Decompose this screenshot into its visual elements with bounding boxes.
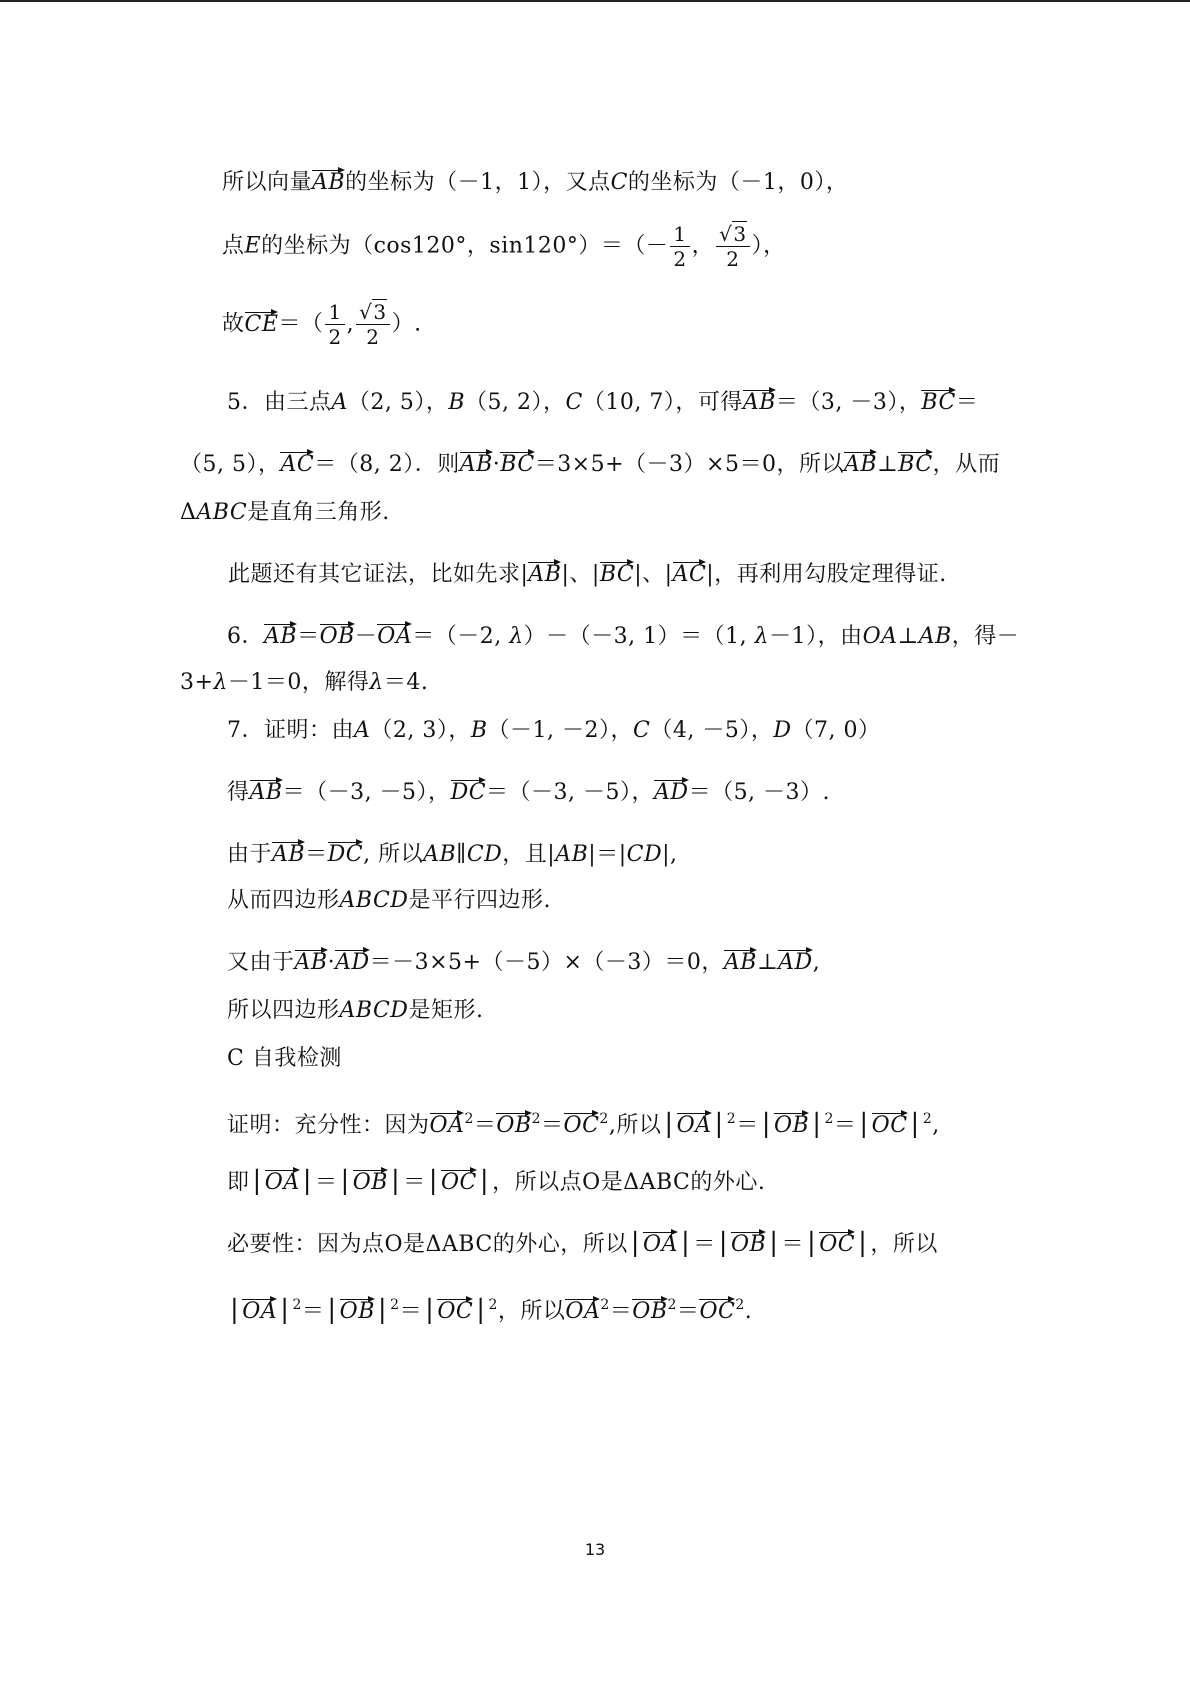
- fraction-numerator: [670, 222, 689, 247]
- text-run: ＝（: [278, 311, 324, 337]
- paragraph-line: [228, 558, 947, 590]
- text-run: ），: [751, 233, 786, 259]
- vector-symbol: DC: [451, 776, 486, 804]
- math-variable: E: [244, 233, 262, 259]
- paragraph-line: [227, 1166, 765, 1198]
- radical-sign: √: [359, 300, 373, 324]
- text-run: 又由于: [227, 950, 295, 975]
- absolute-value-bar: |: [340, 1166, 350, 1196]
- vector-symbol: OC: [819, 1228, 855, 1256]
- vector-symbol: AB: [312, 166, 345, 194]
- absolute-value-bar: |: [910, 1109, 920, 1139]
- text-run: 1: [328, 300, 342, 324]
- text-run: 的坐标为（cos120°，sin120°）＝（－: [261, 233, 669, 259]
- text-run: ＝3×5+（－3）×5＝0，所以: [534, 452, 844, 477]
- text-run: ＝（3, －3），: [775, 390, 922, 415]
- fraction-denominator: [670, 247, 689, 271]
- vector-symbol: OA: [265, 1166, 300, 1194]
- math-variable: AB: [555, 842, 589, 867]
- vector-symbol: OA: [242, 1295, 277, 1323]
- vector-symbol: BC: [600, 558, 634, 586]
- text-run: ＝: [403, 1170, 426, 1195]
- text-run: |,: [662, 842, 678, 867]
- vector-symbol: AD: [335, 946, 370, 974]
- absolute-value-bar: |: [302, 1166, 312, 1196]
- text-run: （10, 7），可得: [582, 390, 743, 415]
- vector-symbol: AB: [250, 776, 283, 804]
- superscript: 2: [488, 1297, 498, 1313]
- math-variable: ABC: [196, 500, 248, 525]
- text-run: 2: [328, 325, 342, 349]
- absolute-value-bar: |: [327, 1295, 337, 1325]
- vector-symbol: AC: [673, 558, 707, 586]
- text-run: 7．证明：由: [227, 718, 354, 743]
- vector-symbol: AB: [724, 946, 757, 974]
- text-run: ＝: [473, 1113, 497, 1138]
- absolute-value-bar: |: [252, 1166, 262, 1196]
- radicand: 3: [733, 222, 747, 246]
- text-run: ＝: [314, 1170, 338, 1195]
- text-run: ⊥: [897, 624, 919, 649]
- text-run: ，从而: [932, 452, 1001, 477]
- text-run: ,所以: [608, 1113, 662, 1138]
- text-run: （－1, －2），: [487, 718, 634, 743]
- vector-symbol: OC: [564, 1109, 600, 1137]
- radicand: 3: [373, 300, 387, 324]
- paragraph-line: [180, 448, 1000, 480]
- math-variable: OA: [862, 624, 898, 649]
- absolute-value-bar: |: [479, 1166, 490, 1196]
- vector-symbol: OB: [632, 1295, 667, 1323]
- absolute-value-bar: |: [428, 1166, 439, 1196]
- text-run: 故: [222, 311, 245, 337]
- math-variable: CD: [466, 842, 503, 867]
- paragraph-line: [227, 1290, 752, 1327]
- text-run: ＝: [399, 1299, 423, 1324]
- text-run: Δ: [180, 500, 197, 525]
- text-run: （2, 3），: [370, 718, 471, 743]
- text-run: 从而四边形: [227, 888, 340, 913]
- fraction: [716, 222, 749, 271]
- superscript: 2: [735, 1297, 745, 1313]
- absolute-value-bar: |: [718, 1228, 728, 1258]
- vector-symbol: OC: [872, 1109, 908, 1137]
- paragraph-line: [227, 838, 678, 870]
- math-variable: λ: [369, 670, 384, 695]
- text-run: ,: [346, 311, 355, 337]
- absolute-value-bar: |: [680, 1228, 691, 1258]
- text-run: 2: [673, 247, 687, 271]
- text-run: 6．: [227, 624, 264, 649]
- text-run: 是矩形.: [408, 998, 484, 1023]
- page-number: 13: [584, 1540, 606, 1559]
- text-run: 3+: [180, 670, 214, 695]
- math-variable: B: [470, 718, 488, 743]
- text-run: 所以四边形: [227, 998, 340, 1023]
- absolute-value-bar: |: [714, 1109, 724, 1139]
- square-root: [719, 222, 746, 246]
- superscript: 2: [390, 1297, 400, 1313]
- fraction-denominator: [363, 325, 382, 349]
- text-run: ＝: [955, 390, 979, 415]
- text-run: ，: [691, 233, 715, 259]
- text-run: ，所以点O是ΔABC的外心.: [492, 1170, 766, 1195]
- text-run: －: [354, 624, 378, 649]
- absolute-value-bar: |: [377, 1295, 388, 1325]
- text-run: ＝（－3, －5），: [282, 780, 451, 805]
- text-run: ＝（－3, －5），: [486, 780, 655, 805]
- vector-symbol: AD: [778, 946, 813, 974]
- paragraph-line: [227, 620, 1019, 652]
- math-variable: C: [633, 718, 651, 743]
- absolute-value-bar: |: [476, 1295, 486, 1325]
- vector-symbol: OA: [677, 1109, 712, 1137]
- text-run: －1＝0，解得: [227, 670, 370, 695]
- text-run: ，得－: [951, 624, 1020, 649]
- math-variable: CD: [626, 842, 663, 867]
- text-run: ）－（－3, 1）＝（1,: [523, 624, 755, 649]
- text-run: ·: [492, 452, 501, 477]
- text-run: ，且|: [502, 842, 556, 867]
- text-run: 点: [222, 233, 245, 259]
- vector-symbol: AB: [272, 838, 305, 866]
- vector-symbol: OB: [320, 620, 355, 648]
- text-run: （7, 0）: [791, 718, 881, 743]
- text-run: ∥: [456, 842, 467, 867]
- vector-symbol: OC: [699, 1295, 735, 1323]
- math-variable: A: [354, 718, 371, 743]
- text-run: ＝4.: [383, 670, 429, 695]
- paragraph-line: [227, 886, 551, 916]
- vector-symbol: OC: [441, 1166, 477, 1194]
- top-border-rule: [0, 0, 1190, 2]
- absolute-value-bar: |: [390, 1166, 401, 1196]
- text-run: 1: [673, 222, 687, 246]
- paragraph-line: [227, 996, 483, 1026]
- text-run: ＝: [676, 1299, 700, 1324]
- radical-sign: √: [719, 222, 733, 246]
- text-run: ＝: [693, 1232, 716, 1257]
- text-run: |，再利用勾股定理得证.: [706, 562, 947, 587]
- vector-symbol: AB: [743, 386, 776, 414]
- vector-symbol: OA: [430, 1109, 465, 1137]
- paragraph-line: [180, 498, 390, 528]
- fraction-denominator: [325, 325, 344, 349]
- superscript: 2: [464, 1111, 474, 1127]
- text-run: ＝: [833, 1113, 857, 1138]
- text-run: C 自我检测: [227, 1046, 342, 1071]
- text-run: －1），由: [769, 624, 863, 649]
- math-variable: AB: [918, 624, 952, 649]
- fraction: [356, 300, 389, 349]
- text-run: 此题还有其它证法，比如先求|: [228, 562, 529, 587]
- math-variable: C: [565, 390, 583, 415]
- vector-symbol: BC: [898, 448, 932, 476]
- text-run: ＝（8, 2）．则: [314, 452, 460, 477]
- text-run: , 所以: [363, 842, 424, 867]
- text-run: 必要性：因为点O是ΔABC的外心，所以: [227, 1232, 628, 1257]
- paragraph-line: [227, 386, 978, 418]
- paragraph-line: [227, 1228, 938, 1260]
- text-run: ⊥: [756, 950, 779, 975]
- superscript: 2: [292, 1297, 302, 1313]
- text-run: |、|: [561, 562, 600, 587]
- text-run: ＝: [736, 1113, 759, 1138]
- math-variable: A: [331, 390, 348, 415]
- math-variable: ABCD: [339, 888, 409, 913]
- vector-symbol: OA: [565, 1295, 600, 1323]
- vector-symbol: AB: [844, 448, 877, 476]
- text-run: ＝: [541, 1113, 564, 1138]
- vector-symbol: OB: [496, 1109, 531, 1137]
- vector-symbol: OB: [353, 1166, 388, 1194]
- vector-symbol: AB: [528, 558, 561, 586]
- text-run: 的坐标为（－1，1），又点: [345, 170, 611, 195]
- text-run: （2, 5），: [347, 390, 449, 415]
- vector-symbol: AB: [264, 620, 297, 648]
- absolute-value-bar: |: [230, 1295, 240, 1325]
- vector-symbol: OA: [643, 1228, 678, 1256]
- math-variable: AB: [423, 842, 457, 867]
- superscript: 2: [599, 1111, 609, 1127]
- text-run: 的坐标为（－1，0），: [627, 170, 849, 195]
- text-run: ·: [327, 950, 336, 975]
- absolute-value-bar: |: [425, 1295, 435, 1325]
- fraction: [670, 222, 689, 271]
- section-heading: [227, 1044, 342, 1074]
- vector-symbol: OB: [731, 1228, 766, 1256]
- math-variable: λ: [754, 624, 770, 649]
- paragraph-line: [227, 716, 880, 746]
- paragraph-line: [180, 668, 428, 698]
- text-run: ＝（5, －3）.: [688, 780, 831, 805]
- paragraph-line: [222, 222, 786, 271]
- text-run: ＝－3×5+（－5）×（－3）＝0，: [369, 950, 724, 975]
- square-root: [359, 300, 386, 324]
- text-run: ＝: [297, 624, 320, 649]
- fraction-numerator: [356, 300, 389, 325]
- text-run: 证明：充分性：因为: [227, 1113, 430, 1138]
- text-run: 是直角三角形.: [247, 500, 390, 525]
- math-variable: D: [773, 718, 792, 743]
- superscript: 2: [824, 1111, 834, 1127]
- superscript: 2: [922, 1111, 933, 1127]
- vector-symbol: AB: [295, 946, 328, 974]
- math-variable: λ: [213, 670, 228, 695]
- text-run: |＝|: [588, 842, 627, 867]
- text-run: ＝: [305, 842, 328, 867]
- vector-symbol: AC: [280, 448, 314, 476]
- math-variable: λ: [509, 624, 524, 649]
- vector-symbol: OA: [377, 620, 412, 648]
- absolute-value-bar: |: [859, 1109, 869, 1139]
- absolute-value-bar: |: [769, 1228, 779, 1258]
- superscript: 2: [600, 1297, 610, 1313]
- absolute-value-bar: |: [664, 1109, 674, 1139]
- text-run: 是平行四边形.: [408, 888, 551, 913]
- text-run: 2: [366, 325, 380, 349]
- fraction-denominator: [723, 247, 742, 271]
- text-run: ,: [812, 950, 821, 975]
- vector-symbol: AD: [654, 776, 689, 804]
- vector-symbol: DC: [328, 838, 363, 866]
- math-variable: C: [610, 170, 628, 195]
- fraction-numerator: [325, 300, 344, 325]
- paragraph-line: [227, 776, 830, 808]
- text-run: 5．由三点: [227, 390, 332, 415]
- math-variable: B: [448, 390, 466, 415]
- fraction: [325, 300, 344, 349]
- text-run: （5, 5），: [180, 452, 281, 477]
- text-run: ＝: [781, 1232, 804, 1257]
- superscript: 2: [667, 1297, 677, 1313]
- text-run: ⊥: [877, 452, 899, 477]
- math-variable: ABCD: [339, 998, 409, 1023]
- text-run: ＝: [301, 1299, 325, 1324]
- text-run: （5, 2），: [465, 390, 566, 415]
- vector-symbol: BC: [500, 448, 534, 476]
- vector-symbol: OB: [774, 1109, 809, 1137]
- superscript: 2: [726, 1111, 737, 1127]
- text-run: 即: [227, 1170, 250, 1195]
- absolute-value-bar: |: [630, 1228, 640, 1258]
- text-run: （4, －5），: [650, 718, 774, 743]
- text-run: ＝: [609, 1299, 633, 1324]
- text-run: 由于: [227, 842, 273, 867]
- superscript: 2: [531, 1111, 542, 1127]
- text-run: .: [744, 1299, 753, 1324]
- text-run: ）.: [391, 311, 422, 337]
- absolute-value-bar: |: [858, 1228, 868, 1258]
- text-run: 2: [726, 247, 740, 271]
- paragraph-line: [222, 166, 848, 198]
- text-run: |、|: [634, 562, 673, 587]
- fraction-numerator: [716, 222, 749, 247]
- absolute-value-bar: |: [761, 1109, 771, 1139]
- text-run: ，所以: [497, 1299, 566, 1324]
- text-run: ，所以: [870, 1232, 938, 1257]
- vector-symbol: CE: [245, 308, 279, 336]
- vector-symbol: OB: [340, 1295, 375, 1323]
- absolute-value-bar: |: [806, 1228, 817, 1258]
- vector-symbol: BC: [921, 386, 955, 414]
- text-run: ＝（－2,: [412, 624, 510, 649]
- text-run: 得: [227, 780, 250, 805]
- paragraph-line: [227, 1104, 940, 1141]
- paragraph-line: [222, 300, 422, 349]
- absolute-value-bar: |: [280, 1295, 290, 1325]
- text-run: ,: [932, 1113, 940, 1138]
- text-run: 所以向量: [222, 170, 313, 195]
- paragraph-line: [227, 946, 820, 978]
- vector-symbol: OC: [437, 1295, 473, 1323]
- vector-symbol: AB: [460, 448, 493, 476]
- absolute-value-bar: |: [812, 1109, 822, 1139]
